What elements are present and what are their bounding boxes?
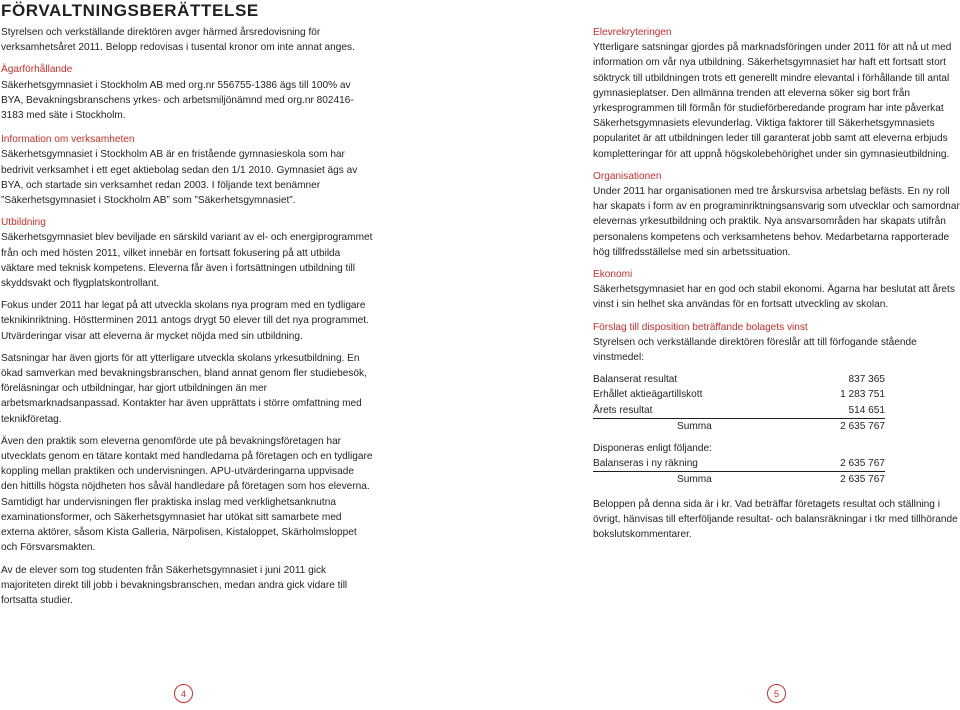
table-row-value: 1 283 751 [840,389,885,401]
table-row [593,403,885,419]
table-row-value: 837 365 [848,374,885,386]
information-paragraph: Säkerhetsgymnasiet i Stockholm AB är en fristående gymnasieskola som har bedrivit verksamhet i ett eget aktiebolag sedan den 1/1 2010. Gymnasiet ägs av BYA, och startade sin verksamhet redan 2003. I följande text benämner ”Säkerhetsgymnasiet i Stockholm AB” som ”Säkerhetsgymnasiet”. [1,149,358,207]
forslag-heading: Förslag till disposition beträffande bolagets vinst [593,321,808,333]
table-row-value: 2 635 767 [817,456,885,472]
table-row [593,372,885,387]
utbildning-paragraph-1: Säkerhetsgymnasiet blev beviljade en särskild variant av el- och energiprogrammet från och med hösten 2011, vilket innebär en fortsatt fokusering på att utbilda väktare med teknisk kompetens. Eleverna får även i fortsättningen utbildning till skyddsvakt och flygplatskontrollant. [1,232,373,290]
table-row-value: 514 651 [817,403,885,419]
table-row-label: Balanseras i ny räkning [593,456,817,472]
utbildning-paragraph-3: Satsningar har även gjorts för att ytterligare utveckla skolans yrkesutbildning. En ökad samverkan med bevakningsbranschen, bland annat genom fler studiebesök, föreläsningar och utbildningar, har gjort utbildningen än mer arbetsmarknadsanpassad. Kontakter har även upprättats i större omfattning med teknikföretag. [1,352,367,425]
closing-paragraph: Beloppen på denna sida är i kr. Vad beträffar företagets resultat och ställning i övrigt, hänvisas till efterföljande resultat- och balansräkningar i tkr med tillhörande bokslutskommentarer. [593,498,958,541]
utbildning-paragraph-5: Av de elever som tog studenten från Säkerhetsgymnasiet i juni 2011 gick majoriteten direkt till jobb i bevakningsbranschen, medan andra gick vidare till fortsatta studier. [1,564,348,606]
table-sum-label: Summa [677,474,712,486]
utbildning-paragraph-4: Även den praktik som eleverna genomförde ute på bevakningsföretagen har utvecklats genom en tätare kontakt med handledarna på företagen och en tydligare koppling mellan praktiken och undervisningen. APU-utvärderingarna uppvisade den hittills högsta nöjdheten hos såväl handledare på företagen som hos eleverna. Samtidigt har undervisningen fler praktiska inslag med verklighetsanknutna examinationsformer, och Säkerhetsgymnasiet har utökat sitt samarbete med externa aktörer, såsom Kista Galleria, Närpolisen, Kistaloppet, Skärholmsloppet och Försvarsmakten. [1,435,373,554]
page-number-left: 4 [174,684,193,703]
disposition-table [593,456,885,487]
organisationen-paragraph: Under 2011 har organisationen med tre årskursvisa arbetslag befästs. En ny roll har skapats i form av en programinriktningsansvarig som utvecklar och samordnar elevernas yrkesutbildning och praktik. Nya ansvarsområden har skapats utifrån personalens kompetens och verksamhetens behov. Medarbetarna rapporterade hög tillfredsställelse med sin arbetssituation. [593,186,960,258]
right-column [593,25,960,542]
table-row [593,387,885,402]
table-row-label: Erhållet aktieägartillskott [593,389,703,401]
table-sum-row [593,472,885,488]
intro-paragraph: Styrelsen och verkställande direktören avger härmed årsredovisning för verksamhetsåret 2011. Belopp redovisas i tusental kronor om inte annat anges. [1,27,355,54]
forslag-paragraph: Styrelsen och verkställande direktören föreslår att till förfogande stående vinstmedel: [593,336,917,364]
elevrekrytering-paragraph: Ytterligare satsningar gjordes på marknadsföringen under 2011 för att nå ut med information om vår nya utbildning. Säkerhetsgymnasiet har haft ett fortsatt stort söktryck till utbildningen trots ett generellt mindre elevantal i förhållande till antal gymnasieplatser. Den allmänna trenden att eleverna söker sig bort från yrkesprogrammen till förmån för studieförberedande program har inte påverkat Säkerhetsgymnasiets elevunderlag. Viktiga faktorer till Säkerhetsgymnasiets popularitet är att utbildningen leder till garanterat jobb samt att eleverna erbjuds kompletteringar för att uppnå högskolebehörighet under sin gymnasieutbildning. [593,42,952,160]
agarforhallande-heading: Ägarförhållande [1,64,73,76]
ekonomi-paragraph: Säkerhetsgymnasiet har en god och stabil ekonomi. Ägarna har beslutat att årets vinst i sin helhet ska användas för en fortsatt utveckling av skolan. [593,284,955,311]
disponeras-label: Disponeras enligt följande: [593,443,712,455]
organisationen-heading: Organisationen [593,170,662,182]
information-heading: Information om verksamheten [1,134,135,146]
page-number-right: 5 [767,684,786,703]
utbildning-paragraph-2: Fokus under 2011 har legat på att utveckla skolans nya program med en tydligare teknikinriktning. Höstterminen 2011 antogs drygt 50 elever till det nya programmet. Utvärderingar visar att eleverna är mycket nöjda med sin utbildning. [1,300,369,342]
ekonomi-heading: Ekonomi [593,269,633,281]
table-sum-label: Summa [677,420,712,432]
agarforhallande-paragraph: Säkerhetsgymnasiet i Stockholm AB med org.nr 556755-1386 ägs till 100% av BYA, Bevakningsbranschens yrkes- och arbetsmiljönämnd med org.nr 802416-3183 med säte i Stockholm. [1,79,354,122]
table-sum-value: 2 635 767 [840,420,885,432]
elevrekrytering-heading: Elevrekryteringen [593,27,672,38]
table-row [593,456,885,472]
utbildning-heading: Utbildning [1,217,46,229]
page-title: FÖRVALTNINGSBERÄTTELSE [1,1,259,20]
table-sum-value: 2 635 767 [840,474,885,486]
left-column [1,25,373,608]
table-row-label: Balanserat resultat [593,374,678,386]
table-sum-row [593,418,885,434]
vinstmedel-table [593,372,885,434]
table-row-label: Årets resultat [593,403,817,419]
